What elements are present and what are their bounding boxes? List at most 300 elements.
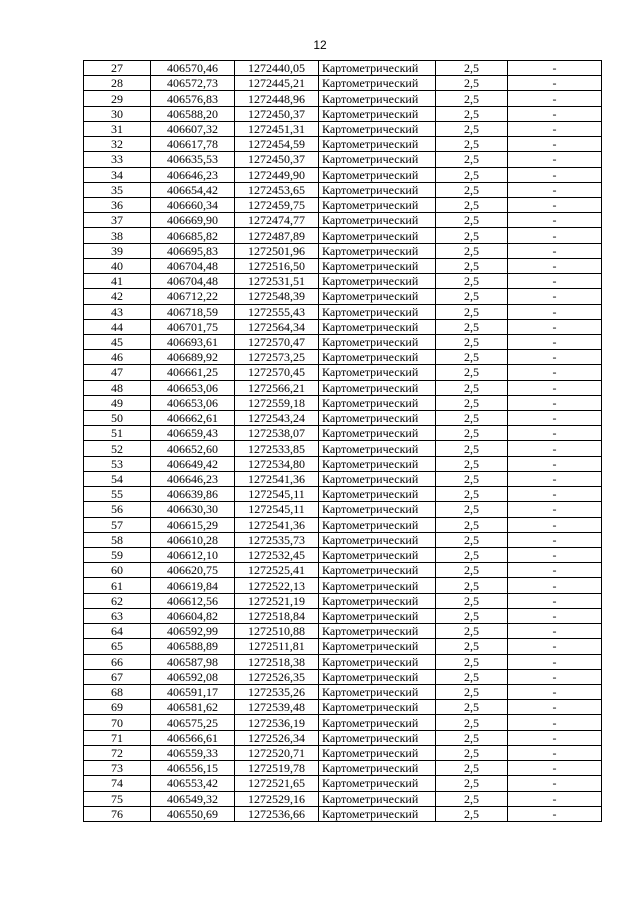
y-coordinate-cell: 1272534,80 <box>235 456 319 471</box>
table-row <box>84 715 602 730</box>
point-number-cell: 50 <box>84 411 151 426</box>
note-cell: - <box>508 197 602 212</box>
point-number-cell: 31 <box>84 121 151 136</box>
accuracy-cell: 2,5 <box>436 502 508 517</box>
point-number-cell: 74 <box>84 776 151 791</box>
point-number-cell: 47 <box>84 365 151 380</box>
x-coordinate-cell: 406588,89 <box>151 639 235 654</box>
point-number-cell: 52 <box>84 441 151 456</box>
accuracy-cell: 2,5 <box>436 730 508 745</box>
method-cell: Картометрический <box>319 137 436 152</box>
accuracy-cell: 2,5 <box>436 289 508 304</box>
method-cell: Картометрический <box>319 76 436 91</box>
x-coordinate-cell: 406591,17 <box>151 684 235 699</box>
method-cell: Картометрический <box>319 289 436 304</box>
accuracy-cell: 2,5 <box>436 76 508 91</box>
point-number-cell: 59 <box>84 548 151 563</box>
x-coordinate-cell: 406630,30 <box>151 502 235 517</box>
point-number-cell: 38 <box>84 228 151 243</box>
table-row <box>84 167 602 182</box>
y-coordinate-cell: 1272535,26 <box>235 684 319 699</box>
accuracy-cell: 2,5 <box>436 624 508 639</box>
x-coordinate-cell: 406570,46 <box>151 61 235 76</box>
table-row <box>84 61 602 76</box>
y-coordinate-cell: 1272529,16 <box>235 791 319 806</box>
method-cell: Картометрический <box>319 213 436 228</box>
note-cell: - <box>508 243 602 258</box>
method-cell: Картометрический <box>319 167 436 182</box>
y-coordinate-cell: 1272559,18 <box>235 395 319 410</box>
note-cell: - <box>508 411 602 426</box>
note-cell: - <box>508 563 602 578</box>
y-coordinate-cell: 1272536,66 <box>235 806 319 821</box>
y-coordinate-cell: 1272510,88 <box>235 624 319 639</box>
y-coordinate-cell: 1272474,77 <box>235 213 319 228</box>
point-number-cell: 39 <box>84 243 151 258</box>
table-row <box>84 806 602 821</box>
x-coordinate-cell: 406646,23 <box>151 471 235 486</box>
y-coordinate-cell: 1272564,34 <box>235 319 319 334</box>
point-number-cell: 42 <box>84 289 151 304</box>
method-cell: Картометрический <box>319 669 436 684</box>
y-coordinate-cell: 1272521,19 <box>235 593 319 608</box>
note-cell: - <box>508 274 602 289</box>
table-row <box>84 563 602 578</box>
point-number-cell: 51 <box>84 426 151 441</box>
method-cell: Картометрический <box>319 639 436 654</box>
y-coordinate-cell: 1272539,48 <box>235 700 319 715</box>
y-coordinate-cell: 1272450,37 <box>235 106 319 121</box>
point-number-cell: 68 <box>84 684 151 699</box>
note-cell: - <box>508 654 602 669</box>
table-row <box>84 730 602 745</box>
point-number-cell: 55 <box>84 487 151 502</box>
point-number-cell: 44 <box>84 319 151 334</box>
note-cell: - <box>508 730 602 745</box>
x-coordinate-cell: 406615,29 <box>151 517 235 532</box>
note-cell: - <box>508 304 602 319</box>
accuracy-cell: 2,5 <box>436 715 508 730</box>
y-coordinate-cell: 1272520,71 <box>235 745 319 760</box>
point-number-cell: 75 <box>84 791 151 806</box>
method-cell: Картометрический <box>319 548 436 563</box>
accuracy-cell: 2,5 <box>436 608 508 623</box>
table-row <box>84 441 602 456</box>
y-coordinate-cell: 1272525,41 <box>235 563 319 578</box>
accuracy-cell: 2,5 <box>436 761 508 776</box>
method-cell: Картометрический <box>319 350 436 365</box>
table-row <box>84 532 602 547</box>
accuracy-cell: 2,5 <box>436 639 508 654</box>
accuracy-cell: 2,5 <box>436 380 508 395</box>
point-number-cell: 62 <box>84 593 151 608</box>
point-number-cell: 29 <box>84 91 151 106</box>
x-coordinate-cell: 406575,25 <box>151 715 235 730</box>
x-coordinate-cell: 406619,84 <box>151 578 235 593</box>
coordinates-table <box>83 60 602 822</box>
note-cell: - <box>508 426 602 441</box>
note-cell: - <box>508 441 602 456</box>
accuracy-cell: 2,5 <box>436 532 508 547</box>
x-coordinate-cell: 406649,42 <box>151 456 235 471</box>
x-coordinate-cell: 406662,61 <box>151 411 235 426</box>
x-coordinate-cell: 406718,59 <box>151 304 235 319</box>
x-coordinate-cell: 406617,78 <box>151 137 235 152</box>
accuracy-cell: 2,5 <box>436 304 508 319</box>
point-number-cell: 45 <box>84 334 151 349</box>
note-cell: - <box>508 289 602 304</box>
accuracy-cell: 2,5 <box>436 121 508 136</box>
x-coordinate-cell: 406635,53 <box>151 152 235 167</box>
method-cell: Картометрический <box>319 517 436 532</box>
method-cell: Картометрический <box>319 471 436 486</box>
table-row <box>84 106 602 121</box>
accuracy-cell: 2,5 <box>436 395 508 410</box>
note-cell: - <box>508 578 602 593</box>
table-row <box>84 365 602 380</box>
accuracy-cell: 2,5 <box>436 700 508 715</box>
method-cell: Картометрический <box>319 380 436 395</box>
point-number-cell: 49 <box>84 395 151 410</box>
accuracy-cell: 2,5 <box>436 152 508 167</box>
point-number-cell: 36 <box>84 197 151 212</box>
y-coordinate-cell: 1272545,11 <box>235 502 319 517</box>
point-number-cell: 65 <box>84 639 151 654</box>
table-row <box>84 334 602 349</box>
note-cell: - <box>508 517 602 532</box>
note-cell: - <box>508 228 602 243</box>
x-coordinate-cell: 406653,06 <box>151 395 235 410</box>
y-coordinate-cell: 1272543,24 <box>235 411 319 426</box>
table-row <box>84 761 602 776</box>
x-coordinate-cell: 406660,34 <box>151 197 235 212</box>
method-cell: Картометрический <box>319 152 436 167</box>
table-row <box>84 380 602 395</box>
method-cell: Картометрический <box>319 441 436 456</box>
table-row <box>84 137 602 152</box>
table-row <box>84 791 602 806</box>
point-number-cell: 76 <box>84 806 151 821</box>
accuracy-cell: 2,5 <box>436 441 508 456</box>
point-number-cell: 48 <box>84 380 151 395</box>
x-coordinate-cell: 406581,62 <box>151 700 235 715</box>
note-cell: - <box>508 532 602 547</box>
x-coordinate-cell: 406695,83 <box>151 243 235 258</box>
method-cell: Картометрический <box>319 654 436 669</box>
point-number-cell: 32 <box>84 137 151 152</box>
note-cell: - <box>508 152 602 167</box>
accuracy-cell: 2,5 <box>436 258 508 273</box>
method-cell: Картометрический <box>319 593 436 608</box>
method-cell: Картометрический <box>319 700 436 715</box>
point-number-cell: 53 <box>84 456 151 471</box>
note-cell: - <box>508 137 602 152</box>
table-row <box>84 121 602 136</box>
point-number-cell: 66 <box>84 654 151 669</box>
note-cell: - <box>508 502 602 517</box>
table-row <box>84 152 602 167</box>
x-coordinate-cell: 406689,92 <box>151 350 235 365</box>
x-coordinate-cell: 406556,15 <box>151 761 235 776</box>
coordinates-table-body <box>84 61 602 822</box>
y-coordinate-cell: 1272518,38 <box>235 654 319 669</box>
note-cell: - <box>508 334 602 349</box>
method-cell: Картометрический <box>319 243 436 258</box>
accuracy-cell: 2,5 <box>436 319 508 334</box>
point-number-cell: 63 <box>84 608 151 623</box>
point-number-cell: 71 <box>84 730 151 745</box>
table-row <box>84 411 602 426</box>
method-cell: Картометрический <box>319 121 436 136</box>
point-number-cell: 28 <box>84 76 151 91</box>
accuracy-cell: 2,5 <box>436 578 508 593</box>
point-number-cell: 72 <box>84 745 151 760</box>
table-row <box>84 578 602 593</box>
y-coordinate-cell: 1272519,78 <box>235 761 319 776</box>
x-coordinate-cell: 406704,48 <box>151 258 235 273</box>
y-coordinate-cell: 1272526,35 <box>235 669 319 684</box>
point-number-cell: 33 <box>84 152 151 167</box>
method-cell: Картометрический <box>319 365 436 380</box>
table-row <box>84 274 602 289</box>
accuracy-cell: 2,5 <box>436 334 508 349</box>
x-coordinate-cell: 406685,82 <box>151 228 235 243</box>
table-row <box>84 669 602 684</box>
x-coordinate-cell: 406646,23 <box>151 167 235 182</box>
table-row <box>84 502 602 517</box>
y-coordinate-cell: 1272450,37 <box>235 152 319 167</box>
x-coordinate-cell: 406701,75 <box>151 319 235 334</box>
y-coordinate-cell: 1272453,65 <box>235 182 319 197</box>
table-row <box>84 258 602 273</box>
note-cell: - <box>508 776 602 791</box>
note-cell: - <box>508 715 602 730</box>
accuracy-cell: 2,5 <box>436 456 508 471</box>
x-coordinate-cell: 406559,33 <box>151 745 235 760</box>
accuracy-cell: 2,5 <box>436 61 508 76</box>
note-cell: - <box>508 806 602 821</box>
table-row <box>84 639 602 654</box>
method-cell: Картометрический <box>319 745 436 760</box>
accuracy-cell: 2,5 <box>436 228 508 243</box>
point-number-cell: 34 <box>84 167 151 182</box>
x-coordinate-cell: 406553,42 <box>151 776 235 791</box>
note-cell: - <box>508 106 602 121</box>
point-number-cell: 70 <box>84 715 151 730</box>
y-coordinate-cell: 1272533,85 <box>235 441 319 456</box>
note-cell: - <box>508 380 602 395</box>
y-coordinate-cell: 1272521,65 <box>235 776 319 791</box>
y-coordinate-cell: 1272459,75 <box>235 197 319 212</box>
y-coordinate-cell: 1272487,89 <box>235 228 319 243</box>
method-cell: Картометрический <box>319 304 436 319</box>
y-coordinate-cell: 1272538,07 <box>235 426 319 441</box>
note-cell: - <box>508 487 602 502</box>
table-row <box>84 395 602 410</box>
table-row <box>84 76 602 91</box>
method-cell: Картометрический <box>319 806 436 821</box>
method-cell: Картометрический <box>319 319 436 334</box>
note-cell: - <box>508 624 602 639</box>
accuracy-cell: 2,5 <box>436 350 508 365</box>
accuracy-cell: 2,5 <box>436 745 508 760</box>
x-coordinate-cell: 406610,28 <box>151 532 235 547</box>
point-number-cell: 43 <box>84 304 151 319</box>
method-cell: Картометрический <box>319 106 436 121</box>
accuracy-cell: 2,5 <box>436 274 508 289</box>
method-cell: Картометрический <box>319 563 436 578</box>
point-number-cell: 27 <box>84 61 151 76</box>
x-coordinate-cell: 406704,48 <box>151 274 235 289</box>
y-coordinate-cell: 1272573,25 <box>235 350 319 365</box>
note-cell: - <box>508 91 602 106</box>
method-cell: Картометрический <box>319 532 436 547</box>
accuracy-cell: 2,5 <box>436 517 508 532</box>
table-row <box>84 654 602 669</box>
point-number-cell: 37 <box>84 213 151 228</box>
y-coordinate-cell: 1272535,73 <box>235 532 319 547</box>
accuracy-cell: 2,5 <box>436 106 508 121</box>
note-cell: - <box>508 471 602 486</box>
y-coordinate-cell: 1272555,43 <box>235 304 319 319</box>
table-row <box>84 487 602 502</box>
x-coordinate-cell: 406572,73 <box>151 76 235 91</box>
note-cell: - <box>508 213 602 228</box>
method-cell: Картометрический <box>319 487 436 502</box>
x-coordinate-cell: 406550,69 <box>151 806 235 821</box>
accuracy-cell: 2,5 <box>436 548 508 563</box>
y-coordinate-cell: 1272454,59 <box>235 137 319 152</box>
x-coordinate-cell: 406576,83 <box>151 91 235 106</box>
point-number-cell: 54 <box>84 471 151 486</box>
x-coordinate-cell: 406566,61 <box>151 730 235 745</box>
table-row <box>84 197 602 212</box>
note-cell: - <box>508 167 602 182</box>
table-row <box>84 350 602 365</box>
accuracy-cell: 2,5 <box>436 213 508 228</box>
note-cell: - <box>508 365 602 380</box>
accuracy-cell: 2,5 <box>436 243 508 258</box>
y-coordinate-cell: 1272518,84 <box>235 608 319 623</box>
table-row <box>84 304 602 319</box>
note-cell: - <box>508 791 602 806</box>
note-cell: - <box>508 745 602 760</box>
accuracy-cell: 2,5 <box>436 776 508 791</box>
method-cell: Картометрический <box>319 411 436 426</box>
table-row <box>84 213 602 228</box>
note-cell: - <box>508 61 602 76</box>
table-row <box>84 182 602 197</box>
y-coordinate-cell: 1272448,96 <box>235 91 319 106</box>
table-row <box>84 593 602 608</box>
x-coordinate-cell: 406693,61 <box>151 334 235 349</box>
point-number-cell: 67 <box>84 669 151 684</box>
accuracy-cell: 2,5 <box>436 684 508 699</box>
table-row <box>84 608 602 623</box>
accuracy-cell: 2,5 <box>436 563 508 578</box>
table-row <box>84 700 602 715</box>
note-cell: - <box>508 761 602 776</box>
method-cell: Картометрический <box>319 182 436 197</box>
x-coordinate-cell: 406612,56 <box>151 593 235 608</box>
table-row <box>84 243 602 258</box>
accuracy-cell: 2,5 <box>436 411 508 426</box>
x-coordinate-cell: 406604,82 <box>151 608 235 623</box>
note-cell: - <box>508 456 602 471</box>
accuracy-cell: 2,5 <box>436 487 508 502</box>
method-cell: Картометрический <box>319 258 436 273</box>
point-number-cell: 61 <box>84 578 151 593</box>
x-coordinate-cell: 406639,86 <box>151 487 235 502</box>
y-coordinate-cell: 1272566,21 <box>235 380 319 395</box>
note-cell: - <box>508 76 602 91</box>
method-cell: Картометрический <box>319 730 436 745</box>
method-cell: Картометрический <box>319 334 436 349</box>
note-cell: - <box>508 669 602 684</box>
y-coordinate-cell: 1272532,45 <box>235 548 319 563</box>
note-cell: - <box>508 548 602 563</box>
x-coordinate-cell: 406712,22 <box>151 289 235 304</box>
point-number-cell: 60 <box>84 563 151 578</box>
x-coordinate-cell: 406669,90 <box>151 213 235 228</box>
point-number-cell: 30 <box>84 106 151 121</box>
method-cell: Картометрический <box>319 761 436 776</box>
y-coordinate-cell: 1272536,19 <box>235 715 319 730</box>
table-row <box>84 745 602 760</box>
accuracy-cell: 2,5 <box>436 197 508 212</box>
point-number-cell: 40 <box>84 258 151 273</box>
point-number-cell: 64 <box>84 624 151 639</box>
note-cell: - <box>508 258 602 273</box>
note-cell: - <box>508 395 602 410</box>
accuracy-cell: 2,5 <box>436 167 508 182</box>
table-row <box>84 471 602 486</box>
y-coordinate-cell: 1272545,11 <box>235 487 319 502</box>
y-coordinate-cell: 1272516,50 <box>235 258 319 273</box>
y-coordinate-cell: 1272449,90 <box>235 167 319 182</box>
y-coordinate-cell: 1272531,51 <box>235 274 319 289</box>
point-number-cell: 57 <box>84 517 151 532</box>
y-coordinate-cell: 1272501,96 <box>235 243 319 258</box>
method-cell: Картометрический <box>319 456 436 471</box>
y-coordinate-cell: 1272570,47 <box>235 334 319 349</box>
table-row <box>84 624 602 639</box>
point-number-cell: 73 <box>84 761 151 776</box>
note-cell: - <box>508 593 602 608</box>
x-coordinate-cell: 406661,25 <box>151 365 235 380</box>
y-coordinate-cell: 1272541,36 <box>235 471 319 486</box>
method-cell: Картометрический <box>319 197 436 212</box>
accuracy-cell: 2,5 <box>436 791 508 806</box>
point-number-cell: 58 <box>84 532 151 547</box>
point-number-cell: 35 <box>84 182 151 197</box>
method-cell: Картометрический <box>319 274 436 289</box>
accuracy-cell: 2,5 <box>436 669 508 684</box>
note-cell: - <box>508 684 602 699</box>
x-coordinate-cell: 406592,99 <box>151 624 235 639</box>
method-cell: Картометрический <box>319 61 436 76</box>
table-row <box>84 456 602 471</box>
point-number-cell: 46 <box>84 350 151 365</box>
method-cell: Картометрический <box>319 502 436 517</box>
y-coordinate-cell: 1272445,21 <box>235 76 319 91</box>
table-row <box>84 426 602 441</box>
method-cell: Картометрический <box>319 776 436 791</box>
x-coordinate-cell: 406549,32 <box>151 791 235 806</box>
table-row <box>84 289 602 304</box>
note-cell: - <box>508 182 602 197</box>
x-coordinate-cell: 406654,42 <box>151 182 235 197</box>
